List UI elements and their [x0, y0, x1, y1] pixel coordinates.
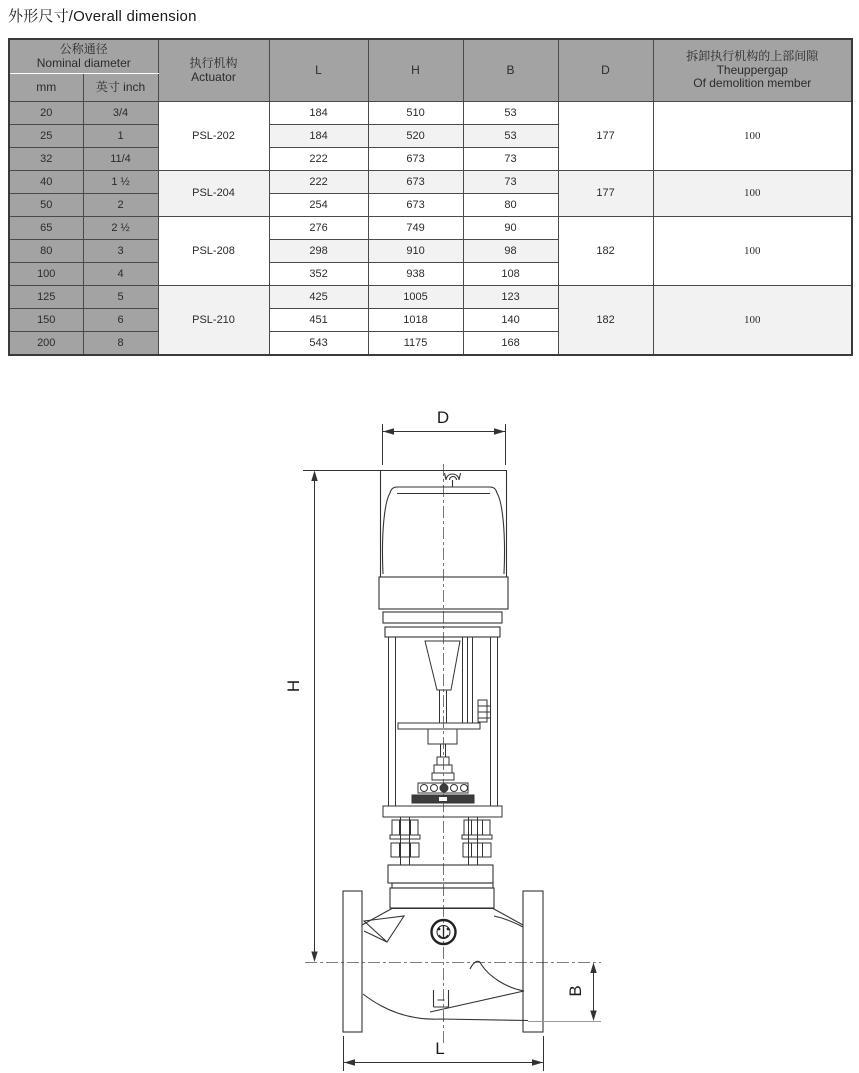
dimension-b-label: B: [566, 985, 585, 997]
actuator-housing: [303, 470, 508, 637]
cell-gap: 100: [653, 171, 852, 217]
cell-inch: 2: [83, 194, 158, 217]
cell-d: 177: [558, 171, 653, 217]
cell-inch: 1: [83, 125, 158, 148]
cell-mm: 40: [9, 171, 83, 194]
cell-inch: 8: [83, 332, 158, 356]
cell-inch: 6: [83, 309, 158, 332]
cell-gap: 100: [653, 286, 852, 356]
dimension-d-label: D: [436, 408, 450, 427]
cell-inch: 3/4: [83, 102, 158, 125]
cell-b: 140: [463, 309, 558, 332]
cell-d: 182: [558, 217, 653, 286]
cell-inch: 11/4: [83, 148, 158, 171]
cell-b: 80: [463, 194, 558, 217]
page-title: 外形尺寸/Overall dimension: [8, 8, 197, 25]
cell-l: 451: [269, 309, 368, 332]
cell-b: 53: [463, 102, 558, 125]
cell-inch: 3: [83, 240, 158, 263]
cell-gap: 100: [653, 102, 852, 171]
dimension-l-label: L: [435, 1039, 445, 1058]
yoke-assembly: [383, 637, 502, 865]
cell-inch: 5: [83, 286, 158, 309]
cell-inch: 1 ½: [83, 171, 158, 194]
col-header-b: B: [463, 39, 558, 102]
cell-h: 910: [368, 240, 463, 263]
cell-h: 1005: [368, 286, 463, 309]
cell-b: 123: [463, 286, 558, 309]
cell-l: 425: [269, 286, 368, 309]
dimension-b: [528, 963, 601, 1022]
brand-emblem-icon: [432, 920, 456, 944]
cell-inch: 2 ½: [83, 217, 158, 240]
valve-body: [343, 865, 543, 1032]
dimension-h-label: H: [284, 679, 303, 693]
cell-l: 184: [269, 125, 368, 148]
cell-l: 352: [269, 263, 368, 286]
cell-h: 510: [368, 102, 463, 125]
col-header-inch: 英寸 inch: [83, 74, 158, 102]
cell-h: 673: [368, 171, 463, 194]
cell-l: 184: [269, 102, 368, 125]
cell-l: 298: [269, 240, 368, 263]
cell-b: 90: [463, 217, 558, 240]
cell-b: 108: [463, 263, 558, 286]
col-header-nominal: 公称通径 Nominal diameter: [9, 39, 158, 74]
cell-l: 254: [269, 194, 368, 217]
cell-h: 520: [368, 125, 463, 148]
cell-mm: 100: [9, 263, 83, 286]
cell-l: 543: [269, 332, 368, 356]
col-header-h: H: [368, 39, 463, 102]
cell-gap: 100: [653, 217, 852, 286]
cell-actuator: PSL-204: [158, 171, 269, 217]
centerlines: [305, 464, 601, 1046]
col-header-l: L: [269, 39, 368, 102]
cell-mm: 32: [9, 148, 83, 171]
cell-l: 222: [269, 171, 368, 194]
cell-h: 673: [368, 148, 463, 171]
cell-mm: 20: [9, 102, 83, 125]
cell-h: 938: [368, 263, 463, 286]
cell-inch: 4: [83, 263, 158, 286]
cell-actuator: PSL-210: [158, 286, 269, 356]
cell-h: 1175: [368, 332, 463, 356]
cell-b: 168: [463, 332, 558, 356]
cell-b: 98: [463, 240, 558, 263]
cell-h: 673: [368, 194, 463, 217]
dimension-h: [284, 471, 318, 963]
dimension-d: [383, 408, 506, 465]
cell-h: 749: [368, 217, 463, 240]
cell-actuator: PSL-208: [158, 217, 269, 286]
cell-b: 73: [463, 171, 558, 194]
dimension-l: [344, 1036, 544, 1071]
cell-b: 73: [463, 148, 558, 171]
cell-mm: 25: [9, 125, 83, 148]
cell-d: 177: [558, 102, 653, 171]
cell-d: 182: [558, 286, 653, 356]
cell-l: 222: [269, 148, 368, 171]
cell-mm: 80: [9, 240, 83, 263]
col-header-gap: 拆卸执行机构的上部间隙 Theuppergap Of demolition member: [653, 39, 852, 102]
cell-mm: 150: [9, 309, 83, 332]
cell-mm: 200: [9, 332, 83, 356]
cell-l: 276: [269, 217, 368, 240]
cell-b: 53: [463, 125, 558, 148]
cell-mm: 50: [9, 194, 83, 217]
cell-actuator: PSL-202: [158, 102, 269, 171]
cell-h: 1018: [368, 309, 463, 332]
col-header-d: D: [558, 39, 653, 102]
cell-mm: 125: [9, 286, 83, 309]
col-header-actuator: 执行机构 Actuator: [158, 39, 269, 102]
col-header-mm: mm: [9, 74, 83, 102]
cell-mm: 65: [9, 217, 83, 240]
